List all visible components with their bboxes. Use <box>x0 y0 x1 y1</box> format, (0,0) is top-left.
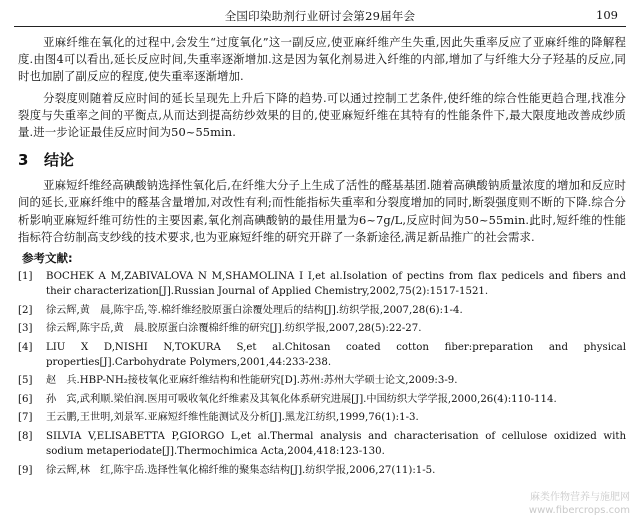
site-watermark <box>510 491 630 517</box>
watermark-url: www.fibercrops.com <box>528 505 630 516</box>
journal-title: 全国印染助剂行业研讨会第29届年会 <box>224 9 416 23</box>
reference-text: 徐云辉,林 红,陈宇岳.选择性氧化棉纤维的聚集态结构[J].纺织学报,2006,27(11):1-5. <box>46 464 436 476</box>
running-header <box>14 4 626 27</box>
page-number: 109 <box>596 8 618 22</box>
reference-item <box>18 269 626 300</box>
reference-text: 徐云辉,黄 晨,陈宇岳,等.棉纤维经胶原蛋白涂覆处理后的结构[J].纺织学报,2007,28(6):1-4. <box>46 304 463 316</box>
section-title: 结论 <box>44 151 75 170</box>
reference-item <box>18 303 626 318</box>
reference-text: BOCHEK A M,ZABIVALOVA N M,SHAMOLINA I I,et al.Isolation of pectins from flax pedicels and fibers and their characterization[J].Russian Journal of Applied Chemistry,2002,75(2):1517-1521. <box>46 271 626 298</box>
reference-text: LIU X D,NISHI N,TOKURA S,et al.Chitosan coated cotton fiber:preparation and physical properties[J].Carbohydrate Polymers,2001,44:233-238. <box>46 341 626 369</box>
reference-number: [4] <box>18 341 33 353</box>
conclusion-paragraph: 亚麻短纤维经高碘酸钠选择性氧化后,在纤维大分子上生成了活性的醛基基团.随着高碘酸钠质量浓度的增加和反应时间的延长,亚麻纤维中的醛基含量增加,对改性有利;而性能指标失重率和分裂度增加的同时,断裂强度则不断的下降.综合分析影响亚麻短纤维可纺性的主要因素,氧化剂高碘酸钠的最佳用量为6~7g/L,反应时间为50~55min.此时,短纤维的性能指标符合纺制高支纱线的技术要求,也为亚麻短纤维的研究开辟了一条新途径,满足新品推广的社会需求. <box>18 178 626 244</box>
reference-text: 徐云辉,陈宇岳,黄 晨.胶原蛋白涂覆棉纤维的研究[J].纺织学报,2007,28(5):22-27. <box>46 323 422 335</box>
reference-item <box>18 463 626 478</box>
reference-number: [1] <box>18 271 33 283</box>
paragraph-split-degree: 分裂度则随着反应时间的延长呈现先上升后下降的趋势.可以通过控制工艺条件,使纤维的综合性能更趋合理,找准分裂度与失重率之间的平衡点,从而达到提高纺纱效果的目的,使亚麻短纤维在其特有的性能条件下,最大限度地改善成纱质量.进一步论证最佳反应时间为50~55min. <box>18 90 626 140</box>
reference-number: [7] <box>18 412 33 424</box>
reference-item <box>18 429 626 460</box>
reference-item <box>18 321 626 336</box>
references-heading: 参考文献: <box>22 251 73 266</box>
reference-item <box>18 340 626 371</box>
reference-item <box>18 392 626 407</box>
reference-number: [3] <box>18 323 33 335</box>
reference-number: [6] <box>18 393 33 405</box>
section-heading <box>18 149 626 170</box>
reference-item <box>18 410 626 425</box>
reference-number: [5] <box>18 375 33 387</box>
section-number: 3 <box>18 151 29 170</box>
reference-text: SILVIA V,ELISABETTA P,GIORGO L,et al.Thermal analysis and characterisation of cellulose oxidized with sodium metaperiodate[J].Thermochimica Acta,2004,418:123-130. <box>46 430 626 458</box>
reference-number: [2] <box>18 304 33 316</box>
paragraph-weight-loss: 亚麻纤维在氧化的过程中,会发生“过度氧化”这一副反应,使亚麻纤维产生失重,因此失重率反应了亚麻纤维的降解程度.由图4可以看出,延长反应时间,失重率逐渐增加.这是因为氧化剂易进入纤维的内部,增加了与纤维大分子羟基的反应,同时也加剧了副反应的程度,使失重率逐渐增加. <box>18 35 626 84</box>
reference-list <box>18 269 626 478</box>
reference-text: 孙 宾,武利顺.梁伯润.医用可吸收氧化纤维素及其氧化体系研究进展[J].中国纺织大学学报,2000,26(4):110-114. <box>46 393 557 405</box>
watermark-site-name: 麻类作物营养与施肥网 <box>530 492 630 503</box>
reference-text: 赵 兵.HBP-NH₂接枝氧化亚麻纤维结构和性能研究[D].苏州:苏州大学硕士论文,2009:3-9. <box>46 375 458 387</box>
reference-number: [8] <box>18 430 33 442</box>
reference-number: [9] <box>18 464 33 476</box>
reference-item <box>18 373 626 388</box>
body-text <box>18 34 626 481</box>
reference-text: 王云鹏,王世明,刘景军.亚麻短纤维性能测试及分析[J].黑龙江纺织,1999,76(1):1-3. <box>46 412 419 424</box>
